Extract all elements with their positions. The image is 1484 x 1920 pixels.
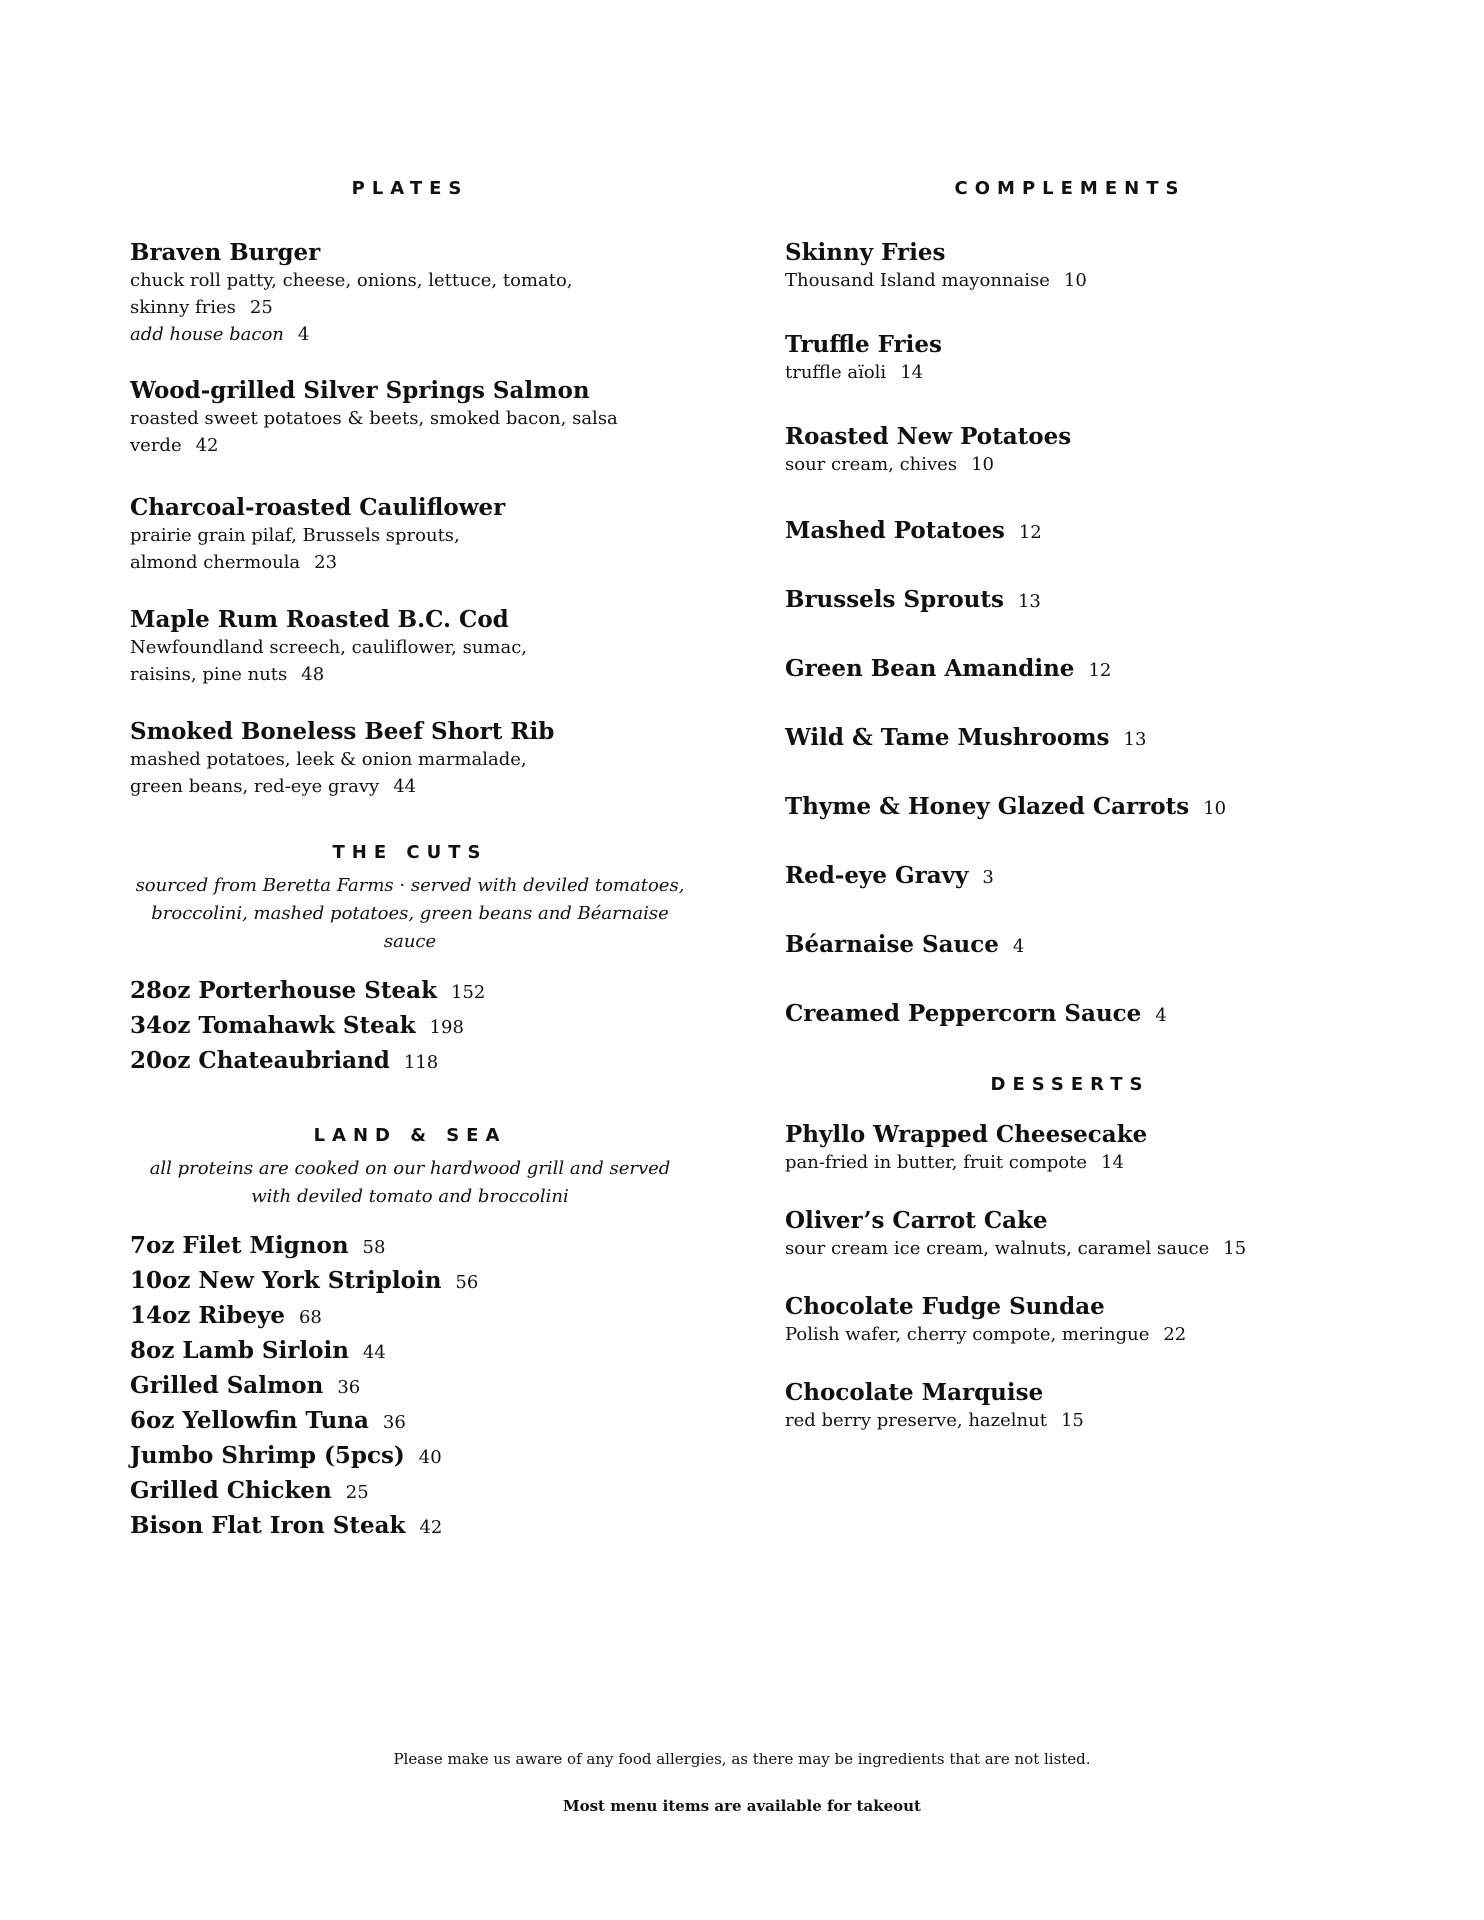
item-name: Creamed Peppercorn Sauce	[785, 1000, 1142, 1027]
item-price: 40	[418, 1447, 442, 1468]
item-price: 25	[249, 297, 273, 318]
land-sea-intro: with deviled tomato and broccolini	[251, 1186, 569, 1207]
item-description: sour cream ice cream, walnuts, caramel sauce	[785, 1238, 1210, 1259]
item-name: Wood-grilled Silver Springs Salmon	[130, 377, 590, 404]
item-description: Thousand Island mayonnaise	[785, 270, 1050, 291]
menu-item	[785, 861, 1355, 892]
item-price: 44	[362, 1342, 386, 1363]
item-description: skinny fries	[130, 297, 236, 318]
list-item	[130, 1299, 690, 1334]
item-price: 14	[1101, 1152, 1124, 1173]
list-item	[130, 1474, 690, 1509]
menu-item	[785, 1292, 1355, 1348]
item-price: 56	[455, 1272, 479, 1293]
item-price: 152	[451, 982, 486, 1003]
list-item	[130, 1404, 690, 1439]
left-column	[130, 174, 690, 1544]
item-description: truffle aïoli	[785, 362, 887, 383]
item-price: 12	[1088, 660, 1112, 681]
item-name: 20oz Chateaubriand	[130, 1047, 390, 1074]
item-name: Brussels Sprouts	[785, 586, 1004, 613]
item-price: 42	[419, 1517, 443, 1538]
cuts-list	[130, 974, 690, 1079]
list-item	[130, 1044, 690, 1079]
item-addon: add house bacon	[130, 324, 284, 345]
item-description: chuck roll patty, cheese, onions, lettuce, tomato,	[130, 270, 573, 291]
menu-item	[785, 585, 1355, 616]
item-price: 3	[982, 867, 994, 888]
item-description: mashed potatoes, leek & onion marmalade,	[130, 749, 527, 770]
item-name: Mashed Potatoes	[785, 517, 1005, 544]
menu-item	[785, 1378, 1355, 1434]
item-name: Red-eye Gravy	[785, 862, 969, 889]
menu-item	[785, 792, 1355, 823]
plates-heading: PLATES	[351, 178, 469, 199]
cuts-intro: sourced from Beretta Farms · served with deviled tomatoes,	[135, 875, 685, 896]
menu-item	[785, 422, 1355, 478]
list-item	[130, 1264, 690, 1299]
cuts-intro: broccolini, mashed potatoes, green beans and Béarnaise sauce	[151, 903, 669, 952]
item-description: Newfoundland screech, cauliflower, sumac,	[130, 637, 528, 658]
item-price: 48	[301, 664, 325, 685]
list-item	[130, 1334, 690, 1369]
land-sea-heading: LAND & SEA	[313, 1125, 507, 1146]
menu-item	[130, 493, 690, 576]
item-name: Grilled Chicken	[130, 1477, 332, 1504]
item-name: 10oz New York Striploin	[130, 1267, 442, 1294]
item-name: Grilled Salmon	[130, 1372, 324, 1399]
item-description: roasted sweet potatoes & beets, smoked bacon, salsa verde	[130, 408, 618, 456]
item-description: sour cream, chives	[785, 454, 958, 475]
menu-item	[785, 238, 1355, 294]
item-name: Chocolate Fudge Sundae	[785, 1293, 1105, 1320]
item-name: Skinny Fries	[785, 239, 946, 266]
item-price: 15	[1223, 1238, 1247, 1259]
item-description: raisins, pine nuts	[130, 664, 288, 685]
item-name: 8oz Lamb Sirloin	[130, 1337, 349, 1364]
land-sea-list	[130, 1229, 690, 1544]
item-name: Maple Rum Roasted B.C. Cod	[130, 606, 509, 633]
item-price: 68	[298, 1307, 322, 1328]
menu-item	[130, 717, 690, 800]
item-price: 118	[403, 1052, 439, 1073]
item-price: 10	[1063, 270, 1087, 291]
menu-item	[785, 330, 1355, 386]
item-name: Jumbo Shrimp (5pcs)	[130, 1442, 405, 1469]
item-price: 10	[971, 454, 994, 475]
item-price: 15	[1060, 1410, 1084, 1431]
menu-item	[785, 654, 1355, 685]
menu-item	[785, 999, 1355, 1030]
item-name: 6oz Yellowfin Tuna	[130, 1407, 369, 1434]
item-price: 22	[1163, 1324, 1187, 1345]
item-price: 4	[1012, 936, 1025, 957]
menu-item	[785, 1120, 1355, 1176]
item-name: 7oz Filet Mignon	[130, 1232, 349, 1259]
menu-item	[130, 376, 690, 459]
menu-item	[130, 238, 690, 348]
desserts-heading: DESSERTS	[990, 1074, 1150, 1095]
item-name: Braven Burger	[130, 239, 321, 266]
item-description: prairie grain pilaf, Brussels sprouts,	[130, 525, 460, 546]
addon-price: 4	[297, 324, 310, 345]
list-item	[130, 1509, 690, 1544]
item-price: 4	[1155, 1005, 1167, 1026]
right-column	[785, 174, 1355, 1434]
takeout-note: Most menu items are available for takeout	[563, 1797, 921, 1815]
menu-item	[785, 930, 1355, 961]
item-description: pan-fried in butter, fruit compote	[785, 1152, 1088, 1173]
item-name: Phyllo Wrapped Cheesecake	[785, 1121, 1148, 1148]
menu-item	[785, 516, 1355, 547]
item-price: 12	[1018, 522, 1042, 543]
item-description: green beans, red-eye gravy	[130, 776, 380, 797]
item-price: 42	[195, 435, 219, 456]
item-price: 36	[337, 1377, 361, 1398]
list-item	[130, 1369, 690, 1404]
menu-item	[785, 723, 1355, 754]
item-price: 25	[345, 1482, 369, 1503]
item-price: 13	[1017, 591, 1041, 612]
item-price: 44	[393, 776, 417, 797]
item-description: red berry preserve, hazelnut	[785, 1410, 1047, 1431]
item-price: 23	[314, 552, 338, 573]
cuts-heading: THE CUTS	[332, 842, 488, 863]
item-name: Truffle Fries	[785, 331, 942, 358]
item-description: Polish wafer, cherry compote, meringue	[785, 1324, 1150, 1345]
item-price: 36	[382, 1412, 406, 1433]
allergy-note: Please make us aware of any food allergies, as there may be ingredients that are not listed.	[393, 1750, 1091, 1768]
item-price: 58	[362, 1237, 386, 1258]
list-item	[130, 1439, 690, 1474]
menu-item	[130, 605, 690, 688]
item-name: Bison Flat Iron Steak	[130, 1512, 406, 1539]
item-name: 28oz Porterhouse Steak	[130, 977, 438, 1004]
item-name: Roasted New Potatoes	[785, 423, 1072, 450]
item-name: Wild & Tame Mushrooms	[785, 724, 1110, 751]
item-name: Green Bean Amandine	[785, 655, 1075, 682]
item-name: Smoked Boneless Beef Short Rib	[130, 718, 555, 745]
item-name: 34oz Tomahawk Steak	[130, 1012, 416, 1039]
land-sea-intro: all proteins are cooked on our hardwood grill and served	[149, 1158, 671, 1179]
item-price: 10	[1203, 798, 1227, 819]
complements-heading: COMPLEMENTS	[954, 178, 1186, 199]
list-item	[130, 1229, 690, 1264]
item-name: Béarnaise Sauce	[785, 931, 999, 958]
list-item	[130, 974, 690, 1009]
item-name: 14oz Ribeye	[130, 1302, 285, 1329]
item-name: Thyme & Honey Glazed Carrots	[785, 793, 1190, 820]
menu-item	[785, 1206, 1355, 1262]
item-price: 198	[429, 1017, 464, 1038]
item-description: almond chermoula	[130, 552, 301, 573]
item-price: 14	[900, 362, 924, 383]
item-name: Oliver’s Carrot Cake	[785, 1207, 1048, 1234]
item-price: 13	[1123, 729, 1147, 750]
item-name: Charcoal-roasted Cauliflower	[130, 494, 506, 521]
item-name: Chocolate Marquise	[785, 1379, 1044, 1406]
list-item	[130, 1009, 690, 1044]
